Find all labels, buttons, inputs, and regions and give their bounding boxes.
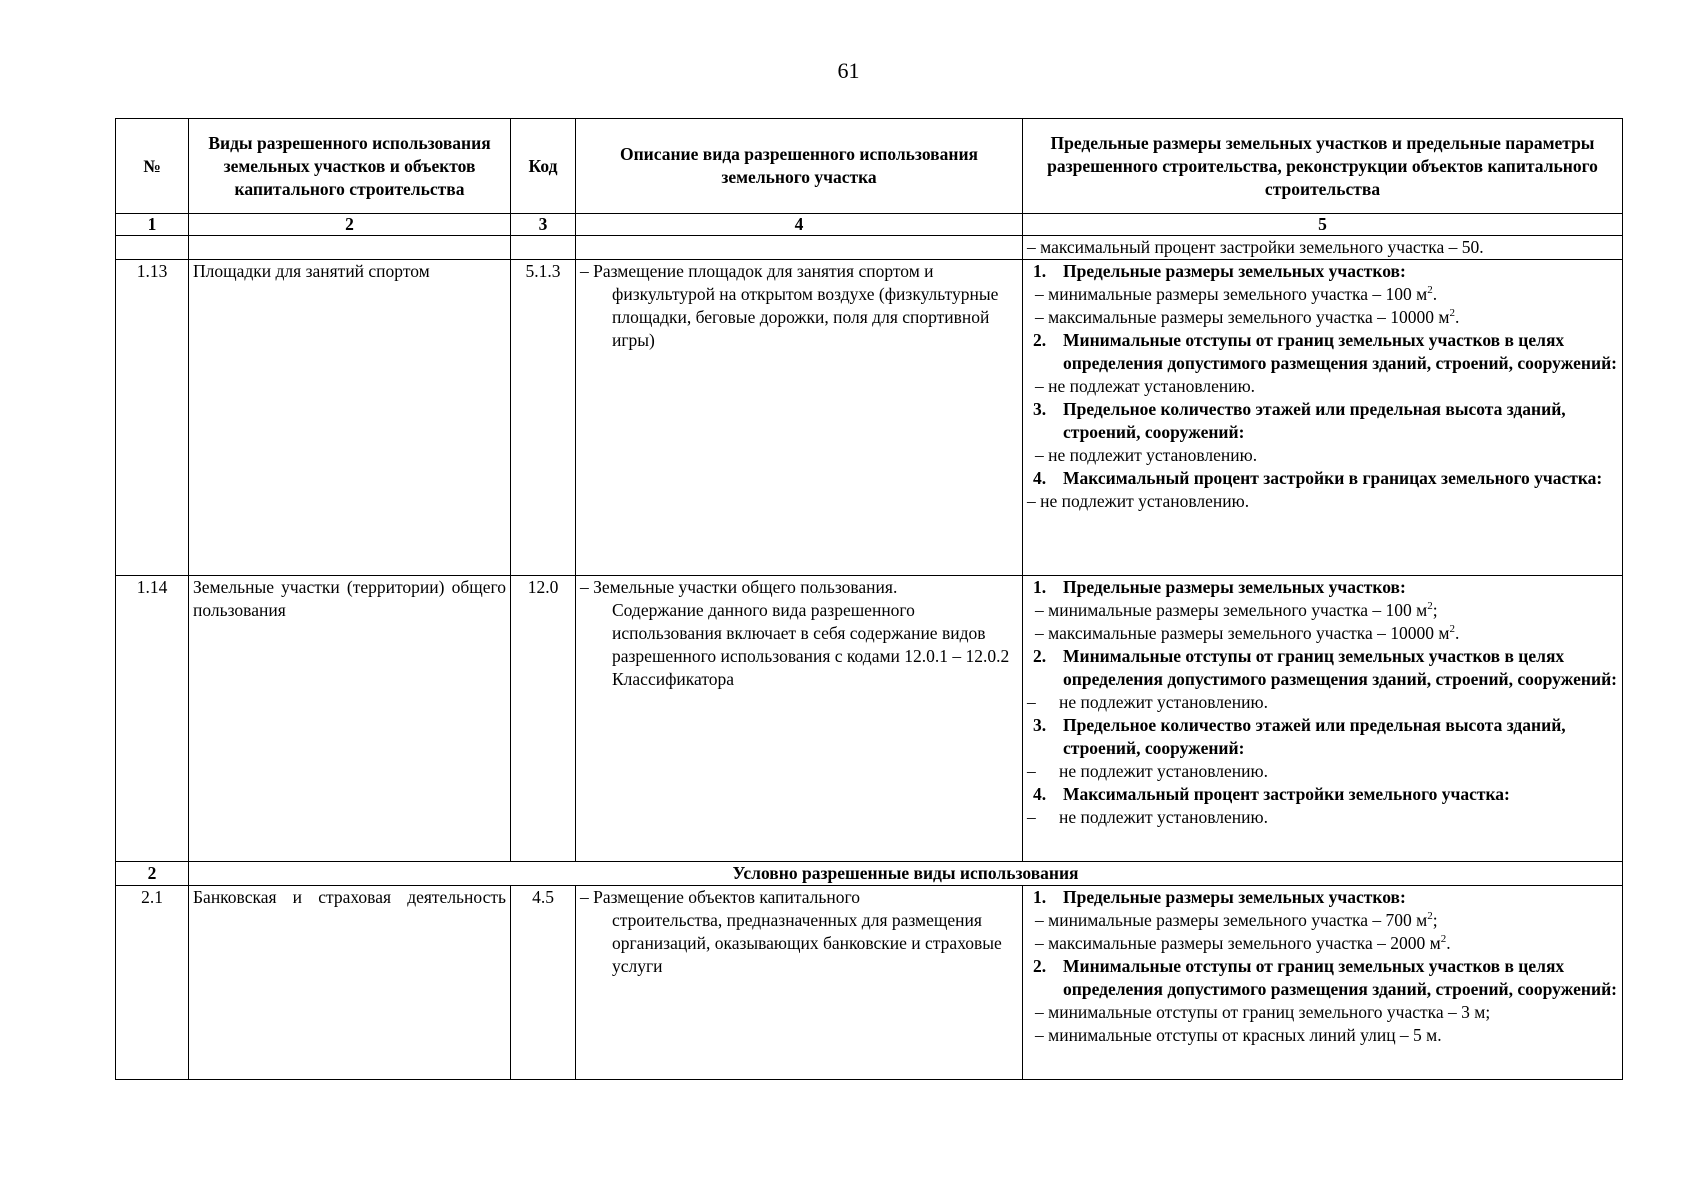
section-row xyxy=(116,862,1623,886)
row-description xyxy=(576,886,1023,1080)
param-number: 2. xyxy=(1033,646,1047,666)
param-number: 4. xyxy=(1033,468,1047,488)
param-title: Минимальные отступы от границ земельных участков в целях определения допустимого размещения зданий, строений, сооружений: xyxy=(1063,646,1617,689)
param-value: – минимальные размеры земельного участка – 100 $м^2$; xyxy=(1035,600,1438,620)
param-title: Предельные размеры земельных участков: xyxy=(1063,887,1406,907)
description-first-line: – Размещение объектов капитального xyxy=(580,887,860,907)
row-name: Земельные участки (территории) общего пользования xyxy=(189,576,511,862)
row-params xyxy=(1023,576,1623,862)
continuation-text: – максимальный процент застройки земельного участка – 50. xyxy=(1027,237,1484,257)
section-title: Условно разрешенные виды использования xyxy=(189,862,1623,886)
header-description: Описание вида разрешенного использования земельного участка xyxy=(576,119,1023,214)
description-rest: строительства, предназначенных для размещения организаций, оказывающих банковские и страховые услуги xyxy=(612,910,1002,976)
param-number: 1. xyxy=(1033,577,1047,597)
param-title: Предельные размеры земельных участков: xyxy=(1063,261,1406,281)
param-title: Предельные размеры земельных участков: xyxy=(1063,577,1406,597)
header-types: Виды разрешенного использования земельных участков и объектов капитального строительства xyxy=(189,119,511,214)
row-code: 5.1.3 xyxy=(511,260,576,576)
column-number: 5 xyxy=(1023,214,1623,236)
param-number: 1. xyxy=(1033,261,1047,281)
param-value: – не подлежит установлению. xyxy=(1027,761,1268,781)
row-params xyxy=(1023,260,1623,576)
param-number: 2. xyxy=(1033,956,1047,976)
param-value: – минимальные отступы от красных линий улиц – 5 м. xyxy=(1035,1025,1442,1045)
row-number: 1.14 xyxy=(116,576,189,862)
param-value: – максимальные размеры земельного участка – 2000 $м^2$. xyxy=(1035,933,1451,953)
description-rest: Содержание данного вида разрешенного использования включает в себя содержание видов разрешенного использования с кодами 12.0.1 – 12.0.2 Классификатора xyxy=(612,600,1010,689)
table-row xyxy=(116,576,1623,862)
description-first-line: – Размещение площадок для занятия спортом и xyxy=(580,261,934,281)
param-number: 3. xyxy=(1033,715,1047,735)
row-name: Площадки для занятий спортом xyxy=(189,260,511,576)
continuation-row xyxy=(116,236,1623,260)
row-number: 1.13 xyxy=(116,260,189,576)
param-number: 3. xyxy=(1033,399,1047,419)
param-value: – минимальные размеры земельного участка – 700 $м^2$; xyxy=(1035,910,1438,930)
param-number: 4. xyxy=(1033,784,1047,804)
row-code: 12.0 xyxy=(511,576,576,862)
table-row xyxy=(116,260,1623,576)
param-number: 1. xyxy=(1033,887,1047,907)
param-title: Минимальные отступы от границ земельных участков в целях определения допустимого размещения зданий, строений, сооружений: xyxy=(1063,330,1617,373)
land-use-table xyxy=(115,118,1623,1080)
param-value: – не подлежит установлению. xyxy=(1035,445,1258,465)
header-num: № xyxy=(116,119,189,214)
column-number: 2 xyxy=(189,214,511,236)
param-value: – не подлежит установлению. xyxy=(1027,692,1268,712)
param-value: – не подлежит установлению. xyxy=(1027,491,1250,511)
param-value: – максимальные размеры земельного участка – 10000 $м^2$. xyxy=(1035,307,1460,327)
table-row xyxy=(116,886,1623,1080)
param-number: 2. xyxy=(1033,330,1047,350)
param-value: – минимальные размеры земельного участка – 100 $м^2$. xyxy=(1035,284,1438,304)
description-rest: физкультурой на открытом воздухе (физкультурные площадки, беговые дорожки, поля для спортивной игры) xyxy=(612,284,999,350)
column-number: 1 xyxy=(116,214,189,236)
param-title: Максимальный процент застройки земельного участка: xyxy=(1063,784,1510,804)
header-params: Предельные размеры земельных участков и предельные параметры разрешенного строительства, реконструкции объектов капитального строительства xyxy=(1023,119,1623,214)
header-code: Код xyxy=(511,119,576,214)
row-description xyxy=(576,260,1023,576)
param-title: Предельное количество этажей или предельная высота зданий, строений, сооружений: xyxy=(1063,715,1566,758)
param-value: – минимальные отступы от границ земельного участка – 3 м; xyxy=(1035,1002,1491,1022)
row-description xyxy=(576,576,1023,862)
row-number: 2.1 xyxy=(116,886,189,1080)
row-name: Банковская и страховая деятельность xyxy=(189,886,511,1080)
column-number: 3 xyxy=(511,214,576,236)
column-number: 4 xyxy=(576,214,1023,236)
param-value: – максимальные размеры земельного участка – 10000 $м^2$. xyxy=(1035,623,1460,643)
page-number: 61 xyxy=(837,58,860,83)
column-number-row xyxy=(116,214,1623,236)
param-title: Минимальные отступы от границ земельных участков в целях определения допустимого размещения зданий, строений, сооружений: xyxy=(1063,956,1617,999)
param-title: Предельное количество этажей или предельная высота зданий, строений, сооружений: xyxy=(1063,399,1566,442)
param-value: – не подлежит установлению. xyxy=(1027,807,1268,827)
row-code: 4.5 xyxy=(511,886,576,1080)
row-params xyxy=(1023,886,1623,1080)
description-first-line: – Земельные участки общего пользования. xyxy=(580,577,898,597)
param-title: Максимальный процент застройки в границах земельного участка: xyxy=(1063,468,1603,488)
param-value: – не подлежат установлению. xyxy=(1035,376,1256,396)
section-number: 2 xyxy=(116,862,189,886)
table-header-row xyxy=(116,119,1623,214)
